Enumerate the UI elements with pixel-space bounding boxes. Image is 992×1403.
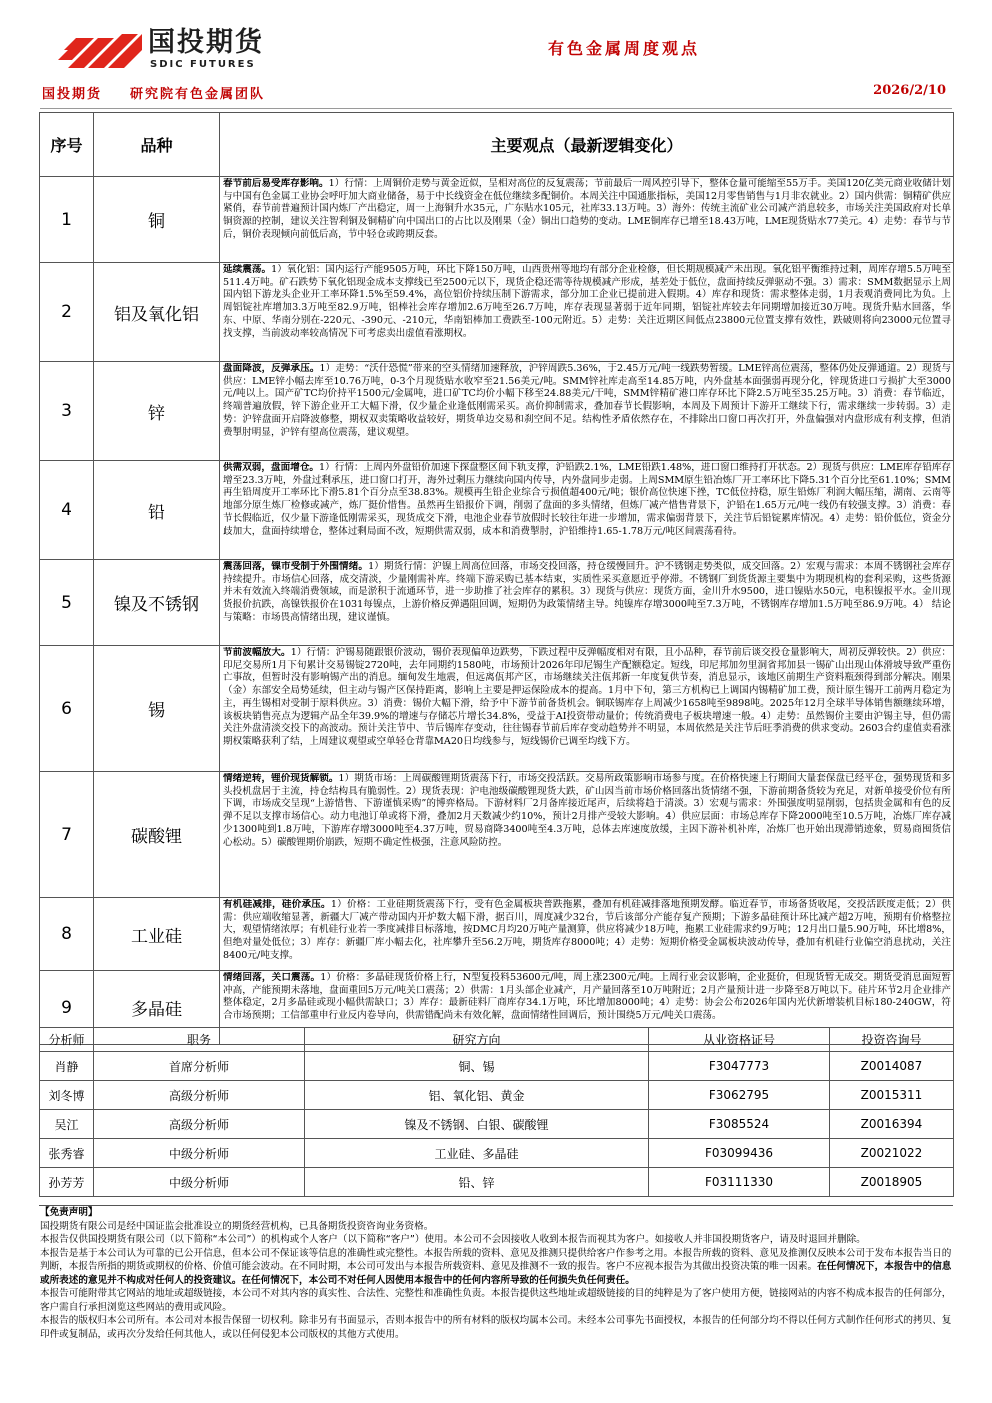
row-body [220,772,954,898]
analyst-row [40,1110,954,1139]
disclaimer-paragraph [40,1247,952,1288]
logo-text-en: SDIC FUTURES [150,59,256,70]
row-number: 7 [40,772,94,898]
table-header-row [40,113,954,177]
page-title: 有色金属周度观点 [548,39,701,58]
row-text: 1）走势：“沃什恐慌”带来的空头情绪加速释放，沪锌周跌5.36%，于2.45万元/吨一线跌势暂缓。LME锌高位震荡，整体仍处反弹通道。2）现货与供应：LME锌小幅去库至10.76万吨，0-3个月现货贴水收窄至21.56美元/吨。SMM锌社库走高至14.85万吨，内外盘基本面强弱再现分化，锌现货进口亏损扩大至3000元/吨以上。国产矿TC均价持平1500元/金属吨，进口矿TC均价小幅下移至24.88美元/干吨，SMM锌精矿港口库存环比下降2.5万吨至35.25万吨。3）消费：春节临近，终端普遍放假，锌下游企业开工大幅下滑，仅少量企业逢低刚需采买。高价抑制需求，叠加春节长假影响，本周及下周预计下游开工继续下行，需求继续一步转弱。3）走势：沪锌盘面开启降波修整，期权双卖策略收益较好，期货单边交易和刹空间不足。结构性矛盾依然存在，不排除出口窗口再次打开，外盘偏强对内盘形成有利支撑，但消费掣肘明显，沪锌有望高位震荡，建议观望。 [223,363,951,438]
table-row [40,898,954,971]
row-headline: 有机硅减排，硅价承压。 [223,899,331,910]
disclaimer-heading: 【免责声明】 [40,1207,98,1218]
analyst-consult: Z0015311 [830,1081,954,1110]
sub-header [40,80,952,109]
analyst-title: 高级分析师 [94,1081,305,1110]
row-text: 1）氧化铝：国内运行产能9505万吨，环比下降150万吨，山西贵州等地均有部分企业检修，但长期规模减产未出现。氧化铝平衡维持过剩，周库存增5.5万吨至511.4万吨。矿石跌势下氧化铝现金成本支撑线已至2500元以下，现货企稳还需等待规模减产形成，基差处于低位，盘面持续反弹驱动不强。3）需求：SMM数据显示上周国内铝下游龙头企业开工率环降1.5%至59.4%，高位铝价持续压制下游需求，部分加工企业已提前进入假期。4）库存和现货：需求整体走弱，1月表观消费同比为负。上周铝锭社库增加3.3万吨至82.9万吨，铝棒社会库存增加2.6万吨至26.7万吨，库存表现显著弱于近年同期，铝锭社库较去年同期增加接近30万吨。现货升贴水回落，华东、中原、华南分别在-220元、-390元、-210元，华南铝棒加工费跌至-100元附近。5）走势：关注近期区间低点23800元位置支撑有效性，跌破则将向23000元位置寻找支撑，当前波动率较高情况下可考虑卖出虚值看涨期权。 [223,264,951,339]
analyst-header-field: 研究方向 [305,1028,649,1052]
row-variety: 工业硅 [94,898,220,971]
disclaimer-text: 本报告是基于本公司认为可靠的已公开信息，但本公司不保证该等信息的准确性或完整性。本报告所载的资料、意见及推测只提供给客户作参考之用。本报告所载的资料、意见及推测仅反映本公司于发布本报告当日的判断，本报告所指的期货或期权的价格、价值可能会波动。在不同时期，本公司可发出与本报告所载资料、意见及推测不一致的报告。客户不应视本报告为其做出投资决策的唯一因素。 [40,1247,952,1272]
disclaimer-paragraph: 本报告仅供国投期货有限公司（以下简称“本公司”）的机构或个人客户（以下简称“客户”）使用。本公司不会因接收人收到本报告而视其为客户。如接收人并非国投期货客户，请及时退回并删除。 [40,1234,866,1245]
table-row [40,177,954,263]
row-headline: 延续震荡。 [223,264,272,275]
row-number: 9 [40,971,94,1045]
analyst-row [40,1168,954,1197]
row-variety: 锡 [94,646,220,772]
table-row [40,560,954,646]
analyst-cert: F03099436 [649,1139,830,1168]
analyst-field: 铜、锡 [305,1052,649,1081]
row-text: 1）价格：工业硅期货震荡下行，受有色金属板块普跌拖累，叠加有机硅减排落地预期发酵。临近春节，市场备货收尾，交投活跃度走低；2）供需：供应端收缩显著，新疆大厂减产带动国内开炉数大幅下滑，据百川，周度减少32台，节后该部分产能存复产预期；下游多晶硅预计环比减产超2万吨，预期有价格整拉大，观望情绪浓厚；有机硅行业若一季度减排目标落地，按DMC月均20万吨产量测算，供应将减少18万吨，拖累工业硅需求约9万吨；12月出口量5.90万吨，环比增8%，但绝对量处低位；3）库存：新疆厂库小幅去化，社库攀升至56.2万吨，期货库存8000吨；4）走势：短期价格受金属板块波动传导，叠加有机硅行业偏空消息扰动，关注8400元/吨支撑。 [223,899,951,961]
row-body [220,560,954,646]
table-row [40,263,954,362]
analyst-cert: F3085524 [649,1110,830,1139]
row-number: 1 [40,177,94,263]
row-text: 1）期货市场：上周碳酸锂期货震荡下行，市场交投活跃。交易所政策影响市场参与度。在价格快速上行期间大量套保盘已经平仓，强势现货和多头投机盘居于主流，持仓结构具有脆弱性。2）现货表现：沪电池级碳酸锂现货大跌，矿山因当前市场价格回落出货情绪不强，下游前期备货较为充足，对新单接受价位有所下调，市场成交呈现“上游惜售、下游谨慎采购”的博弈格局。下游材料厂2月备库接近尾声，后续将趋于清淡。3）宏观与需求：外围强度明显削弱，包括贵金属和有色的反弹不足以支撑市场信心。动力电池订单或将下滑，叠加2月天数减少约10%，预计2月排产受较大影响。4）供应层面：市场总库存下降2000吨至10.5万吨，冶炼厂库存减少1300吨到1.8万吨，下游库存增3000吨至4.37万吨，贸易商降3400吨至4.3万吨，总体去库速度放缓，主因下游补机补库，冶炼厂也开始出现滞销迹象，贸易商囤货信心松动。5）碳酸锂期价崩跌，短期不确定性极强，注意风险防控。 [223,773,951,848]
logo-stripes-icon [58,28,142,68]
analyst-title: 首席分析师 [94,1052,305,1081]
row-number: 6 [40,646,94,772]
analyst-row [40,1081,954,1110]
row-variety: 锌 [94,362,220,461]
team-name: 研究院有色金属团队 [130,87,266,102]
row-headline: 供需双弱，盘面增仓。 [223,462,320,473]
table-row [40,362,954,461]
row-body [220,177,954,263]
analyst-header-cert: 从业资格证号 [649,1028,830,1052]
analyst-cert: F03111330 [649,1168,830,1197]
analyst-field: 镍及不锈钢、白银、碳酸锂 [305,1110,649,1139]
header-variety: 品种 [94,113,220,177]
row-variety: 碳酸锂 [94,772,220,898]
table-row [40,772,954,898]
row-headline: 节前波幅放大。 [223,647,291,658]
disclaimer-bold-text: 在任何情况下，本报告中的信息或所表述的意见并不构成对任何人的投资建议。在任何情况下，本公司不对任何人因使用本报告中的任何内容所导致的任何损失负任何责任。 [40,1261,952,1286]
row-text: 1）期货行情：沪镍上周高位回落，市场交投回落，持仓缓慢回升。沪不锈钢走势类似，成交回落。2）宏观与需求：本周不锈钢社会库存持续提升。市场信心回落，成交清淡，少量刚需补库。终端下游采购已基本结束，实质性采买意愿近乎停滞。不锈钢厂到货货源主要集中为期现机构的套利采购，这些货源并未有效流入终端消费领域，而是淤积于流通环节，进一步助推了社会库存的累积。3）现货与供应：现货方面，金川升水9500，进口镍贴水50元，电积镍报平水。金川现货报价抗跌，高镍铁报价在1031每镍点，上游价格反弹遇阻回调，短期仍为政策情绪主导。纯镍库存增3000吨至7.3万吨，不锈钢库存增加1.5万吨至86.9万吨。4） 结论与策略：市场畏高情绪出现，建议谨慎。 [223,561,951,623]
disclaimer-paragraph: 国投期货有限公司是经中国证监会批准设立的期货经营机构，已具备期货投资咨询业务资格。 [40,1220,434,1232]
row-variety: 多晶硅 [94,971,220,1045]
analyst-row [40,1139,954,1168]
analyst-title: 中级分析师 [94,1139,305,1168]
analyst-header-name: 分析师 [40,1028,94,1052]
analysts-header-row [40,1028,954,1052]
row-number: 5 [40,560,94,646]
table-row [40,461,954,560]
analyst-field: 铝、氧化铝、黄金 [305,1081,649,1110]
row-headline: 盘面降波，反弹承压。 [223,363,320,374]
row-body [220,461,954,560]
analyst-consult: Z0018905 [830,1168,954,1197]
row-text: 1）价格：多晶硅现货价格上行，N型复投料53600元/吨，周上涨2300元/吨。上周行业会议影响，企业挺价，但现货暂无成交。期货受消息面短暂冲高，产能预期未落地，盘面重回5万元/吨关口震荡；2）供需：1月头部企业减产，月产量回落至10万吨附近；2月产量预计进一步降至8万吨以下。硅片环节2月企业排产整体稳定，2月多晶硅或现小幅供需缺口；3）库存：最新硅料厂商库存34.1万吨，环比增加8000吨；4）走势：协会公布2026年国内光伏新增装机目标180-240GW，符合市场预期；工信部重申行业反内卷导向，供需错配尚未有效化解，盘面情绪性回调后，预计围绕5万元/吨关口震荡。 [223,972,951,1022]
analyst-name: 张秀睿 [40,1139,94,1168]
analyst-header-consult: 投资咨询号 [830,1028,954,1052]
analyst-cert: F3062795 [649,1081,830,1110]
analyst-row [40,1052,954,1081]
analyst-consult: Z0016394 [830,1110,954,1139]
row-number: 8 [40,898,94,971]
analyst-consult: Z0021022 [830,1139,954,1168]
row-variety: 铝及氧化铝 [94,263,220,362]
row-variety: 铅 [94,461,220,560]
views-table [39,112,954,1045]
analyst-title: 中级分析师 [94,1168,305,1197]
row-body [220,898,954,971]
disclaimer [40,1206,952,1341]
analyst-field: 工业硅、多晶硅 [305,1139,649,1168]
analyst-header-title: 职务 [94,1028,305,1052]
row-variety: 镍及不锈钢 [94,560,220,646]
row-headline: 春节前后易受库存影响。 [223,178,329,189]
analysts-table [39,1027,954,1197]
row-variety: 铜 [94,177,220,263]
analyst-name: 孙芳芳 [40,1168,94,1197]
table-row [40,646,954,772]
analyst-name: 肖静 [40,1052,94,1081]
row-headline: 情绪逆转，锂价现货解锁。 [223,773,339,784]
row-text: 1）行情：上周内外盘铅价加速下探盘整区间下轨支撑，沪铅跌2.1%，LME铅跌1.48%，进口窗口维持打开状态。2）现货与供应：LME库存铅库存增至23.3万吨，外盘过剩承压，进口窗口打开，海外过剩压力继续向国内传导，内外盘同步走弱。上周SMM原生铅冶炼厂开工率环比下降5.31个百分比至61.10%；SMM再生铅周度开工率环比下滑5.81个百分点至38.83%。规模再生铅企业综合亏损值超400元/吨；银价高位快速下挫，TC低位持稳，原生铅炼厂利润大幅压缩，湖南、云南等地部分原生炼厂检修或减产，炼厂挺价惜售。虽然再生铅报价下调，削弱了盘面的多头情绪，但炼厂减产惜售背景下，沪铅在1.65万元/吨一线仍有较强支撑。3）消费：春节长假临近，仅少量下游逢低刚需采买，现货成交下滑，电池企业春节放假时长较往年进一步增加，需求偏弱背景下，关注节后铅锭累库情况。4）走势：铅价低位，资金分歧加大，盘面持续增仓，整体过剩局面不改，短期供需双弱，成本和消费掣肘，沪铅维持1.65-1.78万元/吨区间震荡看待。 [223,462,951,537]
header-views: 主要观点（最新逻辑变化） [220,113,954,177]
row-body [220,263,954,362]
row-body [220,646,954,772]
row-number: 4 [40,461,94,560]
row-headline: 情绪回落，关口震荡。 [223,972,321,983]
analyst-name: 刘冬博 [40,1081,94,1110]
org-name: 国投期货 [42,87,103,102]
report-date: 2026/2/10 [873,83,946,98]
row-text: 1）行情：沪锡易随跟银价波动，锡价表现偏单边跌势，下跌过程中反弹幅度相对有限，且小品种，春节前后谈交投仓量影响大，周初反弹较快。2）供应：印尼交易所1月下旬累计交易锡锭2720吨，去年同期约1580吨，市场预计2026年印尼锡生产配额稳定。短线，印尼邦加勿里洞省邦加县一锡矿山出现山体滑坡导致严重伤亡事故，但暂时没有影响锡产出的消息。缅甸发生地震，但远离佤邦产区，市场继续关注佤邦新一年度复供节奏，消息显示，该地区前期生产资料瓶颈得到部分解决。刚果（金）东部安全局势延续，但主动与锡产区保持距离，影响上主要是押运保险成本的提高。1月中下旬，第三方机构已上调国内锡精矿加工费，预计原生锡开工前两月稳定为主，再生锡相对受制于原料供应。3）消费：锡价大幅下滑，给予中下游节前备货机会。铜联锡库存上周减少1658吨至9898吨。2025年12月全球半导体销售额继续环增，该板块销售亮点为逻辑产品全年39.9%的增速与存储芯片增长34.8%，受益于AI投资带动量价；传统消费电子板块增速一般。4）走势：虽然锡价主要由沪锡主导，但仍需关注外盘清淡交投下的高波动。预计关注节中、节后锡库存变动，往往锡春节前后库存变动趋势并不明显，本周依然是关注节后旺季消费的供求变动。2603合约虚值卖看涨期权策略获利了结，上周建议观望或空单轻仓背靠MA20日均线参与，短线锡价已调至均线下方。 [223,647,951,747]
row-text: 1）行情：上周铜价走势与黄金近似，呈相对高位的反复震荡；节前最后一周风控引导下，整体仓量可能缩至55万手。美国120亿美元商业收储计划与中国有色金属工业协会呼吁加大商业储备，易于中长线资金在低位继续多配铜价。本周关注中国通胀指标，美国12月零售销售与1月非农就业。2）国内供需：铜精矿供应紧俏，春节前普遍预计国内炼厂产出稳定，周一上海铜升水35元，广东贴水105元，社库33.13万吨。3）海外：传统主流矿业公司减产消息较多，市场关注美国政府对长单铜资源的控制，建议关注智利铜及铜精矿向中国出口的占比以及刚果（金）铜出口趋势的变动。LME铜库存已增至18.43万吨，LME现货贴水77美元。4）走势：春节与节后，铜价表现倾向前低后高，节中轻仓或跨期反套。 [223,178,951,240]
header-seq: 序号 [40,113,94,177]
row-headline: 震荡回落，镍市受制于外围情绪。 [223,561,369,572]
page-header [40,20,952,72]
company-logo [58,26,308,72]
disclaimer-paragraph: 本报告的版权归本公司所有。本公司对本报告保留一切权利。除非另有书面显示，否则本报告中的所有材料的版权均属本公司。未经本公司事先书面授权，本报告的任何部分均不得以任何方式制作任何形式的拷贝、复印件或复制品，或再次分发给任何其他人，或以任何侵犯本公司版权的其他方式使用。 [40,1315,952,1340]
row-number: 2 [40,263,94,362]
analyst-cert: F3047773 [649,1052,830,1081]
logo-text-cn: 国投期货 [148,27,264,58]
analyst-title: 高级分析师 [94,1110,305,1139]
analyst-field: 铅、锌 [305,1168,649,1197]
row-body [220,362,954,461]
row-number: 3 [40,362,94,461]
analyst-consult: Z0014087 [830,1052,954,1081]
analyst-name: 吴江 [40,1110,94,1139]
disclaimer-paragraph: 本报告可能附带其它网站的地址或超级链接，本公司不对其内容的真实性、合法性、完整性和准确性负责。本报告提供这些地址或超级链接的目的纯粹是为了客户使用方便，链接网站的内容不构成本报告的任何部分，客户需自行承担浏览这些网站的费用或风险。 [40,1288,952,1313]
